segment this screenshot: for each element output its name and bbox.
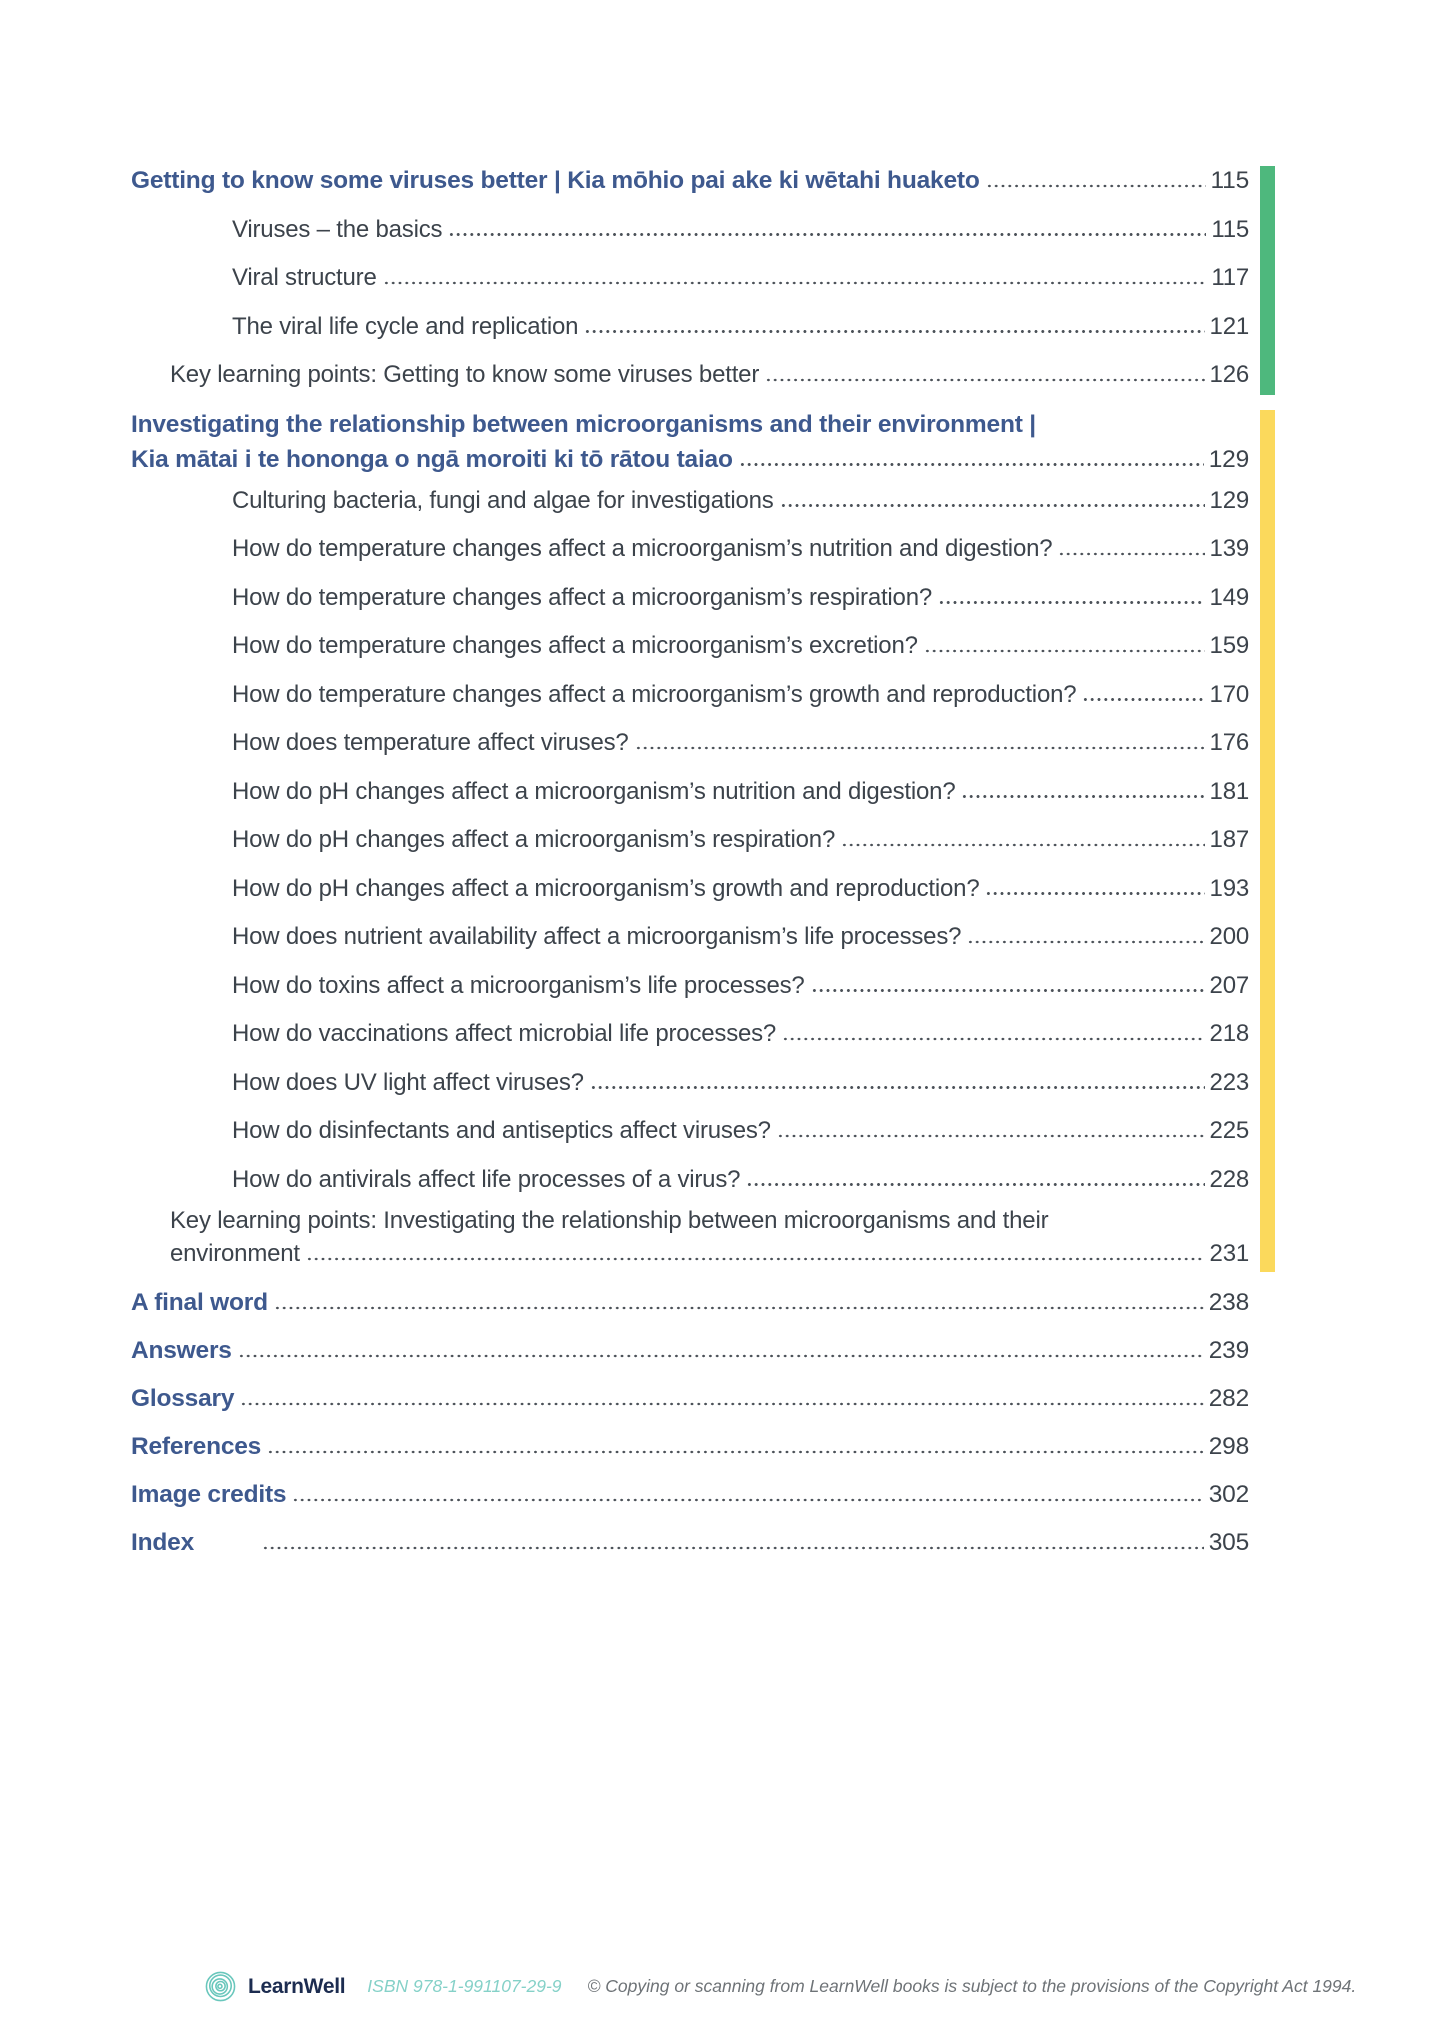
toc-sub[interactable] — [131, 719, 1249, 768]
toc-item-page: 305 — [1208, 1529, 1249, 1556]
toc-item-page: 170 — [1209, 680, 1249, 708]
toc-section-viruses — [131, 157, 1249, 400]
toc-entry[interactable] — [131, 1423, 1249, 1471]
dotted-leader — [777, 1134, 1205, 1139]
toc-section-rows — [131, 157, 1249, 400]
toc-entry[interactable] — [131, 1375, 1249, 1423]
dotted-leader — [986, 184, 1206, 189]
toc-entry[interactable] — [131, 1327, 1249, 1375]
dotted-leader — [238, 1354, 1204, 1359]
toc-item-label: How does nutrient availability affect a microorganism’s life processes? — [232, 923, 962, 950]
toc-item-label: How do toxins affect a microorganism’s life processes? — [232, 971, 805, 999]
toc-heading[interactable] — [131, 157, 1249, 206]
dotted-leader — [938, 600, 1205, 605]
toc-item-label: How do temperature changes affect a microorganism’s nutrition and digestion? — [232, 535, 1053, 562]
toc-sub[interactable] — [131, 206, 1249, 255]
dotted-leader — [985, 891, 1204, 896]
section-bar-yellow — [1260, 410, 1275, 1272]
dotted-leader — [967, 940, 1204, 945]
toc-item-page: 117 — [1211, 264, 1249, 291]
toc-item-label: How do disinfectants and antiseptics affect viruses? — [232, 1117, 771, 1144]
toc-item-page: 225 — [1209, 1117, 1249, 1144]
learnwell-spiral-logo-icon — [202, 1968, 239, 2005]
toc-item-label: How do vaccinations affect microbial life processes? — [232, 1020, 777, 1047]
toc-item-page: 121 — [1209, 312, 1249, 340]
toc-sub[interactable] — [131, 1010, 1249, 1059]
toc-heading-line1[interactable] — [131, 407, 1249, 442]
toc-item-label: How do pH changes affect a microorganism’s growth and reproduction? — [232, 874, 980, 902]
dotted-leader — [961, 794, 1204, 799]
toc-item-page: 149 — [1209, 583, 1249, 611]
toc-item-label: How do temperature changes affect a microorganism’s excretion? — [232, 632, 918, 659]
toc-item-page: 115 — [1211, 215, 1249, 243]
toc-key-line2[interactable] — [131, 1237, 1249, 1270]
toc-item-page: 129 — [1208, 445, 1249, 473]
learnwell-wordmark: LearnWell — [248, 1974, 346, 1998]
toc-item-label: Answers — [131, 1337, 232, 1364]
toc-item-label: The viral life cycle and replication — [232, 312, 579, 340]
dotted-leader — [841, 843, 1204, 848]
toc-sub[interactable] — [131, 865, 1249, 914]
toc-item-page: 238 — [1208, 1289, 1249, 1316]
dotted-leader — [780, 503, 1205, 508]
dotted-leader — [240, 1402, 1203, 1407]
toc-sub[interactable] — [131, 671, 1249, 720]
toc-item-label: environment — [170, 1240, 300, 1267]
toc-item-page: 231 — [1209, 1240, 1249, 1267]
dotted-leader — [924, 649, 1205, 654]
toc-item-label: References — [131, 1433, 262, 1460]
toc-sub[interactable] — [131, 768, 1249, 817]
toc-entry[interactable] — [131, 1519, 1249, 1567]
toc-item-label: Viruses – the basics — [232, 215, 443, 243]
dotted-leader — [746, 1182, 1204, 1187]
toc-item-label: Culturing bacteria, fungi and algae for investigations — [232, 486, 774, 514]
toc-item-label: How do pH changes affect a microorganism’s nutrition and digestion? — [232, 777, 956, 805]
dotted-leader — [1058, 552, 1204, 557]
dotted-leader — [262, 1546, 1204, 1551]
toc-item-page: 239 — [1208, 1337, 1249, 1364]
dotted-leader — [274, 1306, 1204, 1311]
toc-item-page: 218 — [1209, 1020, 1249, 1047]
dotted-leader — [739, 462, 1204, 467]
toc-key[interactable] — [131, 351, 1249, 400]
dotted-leader — [765, 378, 1204, 383]
toc-item-page: 228 — [1209, 1165, 1249, 1193]
toc-item-page: 126 — [1209, 361, 1249, 388]
toc-item-label: Investigating the relationship between microorganisms and their environment | — [131, 410, 1036, 438]
dotted-leader — [306, 1257, 1205, 1262]
toc-item-page: 302 — [1208, 1481, 1249, 1508]
toc-sub[interactable] — [131, 962, 1249, 1011]
toc-item-page: 115 — [1210, 167, 1249, 194]
toc-item-page: 176 — [1209, 729, 1249, 756]
dotted-leader — [1082, 697, 1204, 702]
toc-item-page: 200 — [1209, 923, 1249, 950]
toc-sub[interactable] — [131, 622, 1249, 671]
section-bar-green — [1260, 166, 1275, 395]
toc-item-label: How do antivirals affect life processes of a virus? — [232, 1165, 741, 1193]
toc-sub[interactable] — [131, 477, 1249, 526]
toc-item-label: How do temperature changes affect a microorganism’s growth and reproduction? — [232, 680, 1077, 708]
toc-item-page: 223 — [1209, 1068, 1249, 1096]
dotted-leader — [584, 329, 1204, 334]
toc-item-page: 193 — [1209, 874, 1249, 902]
dotted-leader — [782, 1037, 1204, 1042]
toc-item-label: Kia mātai i te hononga o ngā moroiti ki tō rātou taiao — [131, 445, 733, 473]
toc-item-page: 139 — [1209, 535, 1249, 562]
dotted-leader — [635, 746, 1205, 751]
toc-item-page: 207 — [1209, 971, 1249, 999]
toc-item-label: How does UV light affect viruses? — [232, 1068, 584, 1096]
toc-item-page: 282 — [1208, 1385, 1249, 1412]
toc-sub[interactable] — [131, 1156, 1249, 1205]
toc-item-label: How does temperature affect viruses? — [232, 729, 629, 756]
dotted-leader — [292, 1498, 1203, 1503]
dotted-leader — [383, 281, 1207, 286]
toc-item-label: Getting to know some viruses better | Kia mōhio pai ake ki wētahi huaketo — [131, 167, 980, 194]
dotted-leader — [590, 1085, 1205, 1090]
toc-item-page: 129 — [1209, 486, 1249, 514]
toc-item-page: 298 — [1208, 1433, 1249, 1460]
page-footer — [202, 1968, 1356, 2005]
toc-sub[interactable] — [131, 254, 1249, 303]
toc-item-label: Viral structure — [232, 264, 377, 291]
toc-sub[interactable] — [131, 574, 1249, 623]
toc-key-line1[interactable] — [131, 1204, 1249, 1237]
toc-item-label: Glossary — [131, 1385, 235, 1412]
toc-heading-line2[interactable] — [131, 442, 1249, 477]
isbn-text: ISBN 978-1-991107-29-9 — [367, 1976, 562, 1996]
toc-sub[interactable] — [131, 816, 1249, 865]
toc-list — [131, 0, 1249, 1567]
toc-item-page: 181 — [1209, 777, 1249, 805]
toc-item-label: How do temperature changes affect a microorganism’s respiration? — [232, 583, 933, 611]
toc-item-label: Key learning points: Getting to know some viruses better — [170, 361, 760, 388]
toc-entry[interactable] — [131, 1279, 1249, 1327]
toc-item-label: Key learning points: Investigating the relationship between microorganisms and their — [170, 1207, 1049, 1234]
dotted-leader — [267, 1450, 1204, 1455]
toc-item-label: A final word — [131, 1289, 268, 1316]
dotted-leader — [811, 988, 1205, 993]
toc-section-microorganisms-environment — [131, 407, 1249, 1271]
toc-item-page: 187 — [1209, 826, 1249, 853]
copyright-text: © Copying or scanning from LearnWell books is subject to the provisions of the Copyright Act 1994. — [587, 1976, 1357, 1996]
toc-sub[interactable] — [131, 913, 1249, 962]
toc-sub[interactable] — [131, 1059, 1249, 1108]
toc-back-matter-entries — [131, 1279, 1249, 1567]
toc-sub[interactable] — [131, 525, 1249, 574]
toc-item-label: Image credits — [131, 1481, 287, 1508]
dotted-leader — [448, 232, 1206, 237]
toc-sub[interactable] — [131, 303, 1249, 352]
toc-item-label: How do pH changes affect a microorganism’s respiration? — [232, 826, 836, 853]
toc-entry[interactable] — [131, 1471, 1249, 1519]
toc-sub[interactable] — [131, 1107, 1249, 1156]
toc-item-page: 159 — [1209, 632, 1249, 659]
toc-section-rows — [131, 407, 1249, 1271]
toc-item-label: Index — [131, 1529, 194, 1556]
